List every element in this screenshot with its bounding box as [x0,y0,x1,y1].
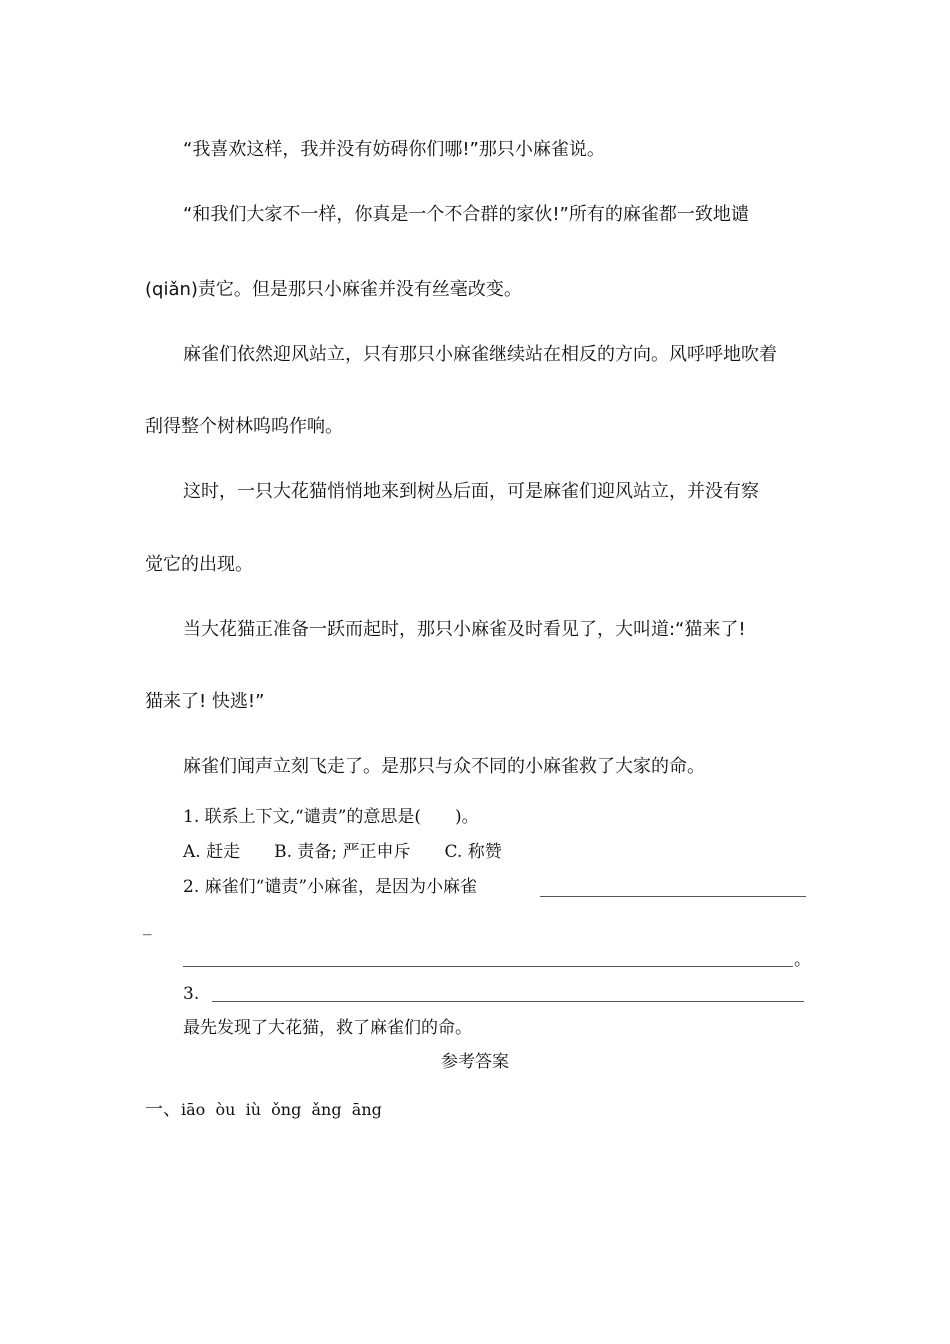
answer-1-content: iāo òu iù ǒng ǎng āng [181,1100,382,1119]
story-paragraph-6: 麻雀们闻声立刻飞走了。是那只与众不同的小麻雀救了大家的命。 [183,756,705,777]
answer-1-label: 一、 [145,1099,181,1120]
question-2-answer-line-1[interactable] [540,896,806,897]
story-paragraph-3-line-2: 刮得整个树林呜呜作响。 [145,416,343,437]
story-paragraph-3-line-1: 麻雀们依然迎风站立，只有那只小麻雀继续站在相反的方向。风呼呼地吹着 [183,344,777,365]
story-paragraph-1: “我喜欢这样，我并没有妨碍你们哪!”那只小麻雀说。 [183,139,605,160]
story-paragraph-2-line-2: (qiǎn)责它。但是那只小麻雀并没有丝毫改变。 [145,279,522,300]
question-3-tail: 最先发现了大花猫，救了麻雀们的命。 [183,1018,472,1038]
question-3-answer-line[interactable] [212,1001,804,1002]
question-2-answer-line-2[interactable] [183,966,793,967]
story-paragraph-2-line-1: “和我们大家不一样，你真是一个不合群的家伙!”所有的麻雀都一致地谴 [183,204,749,225]
story-paragraph-4-line-2: 觉它的出现。 [145,554,253,575]
answer-1 [145,1098,382,1122]
question-3-number: 3. [183,984,200,1004]
story-paragraph-4-line-1: 这时，一只大花猫悄悄地来到树丛后面，可是麻雀们迎风站立，并没有察 [183,481,759,502]
question-1: 1. 联系上下文,“谴责”的意思是( )。 [183,807,479,827]
story-paragraph-5-line-1: 当大花猫正准备一跃而起时，那只小麻雀及时看见了，大叫道:“猫来了! [183,619,746,640]
story-paragraph-5-line-2: 猫来了! 快逃!” [145,691,265,712]
question-1-options: A. 赶走 B. 责备; 严正申斥 C. 称赞 [183,842,502,862]
answers-title: 参考答案 [441,1052,509,1072]
question-2-period: 。 [794,950,811,970]
question-2-wrap-dash: _ [143,916,152,936]
question-2: 2. 麻雀们“谴责”小麻雀，是因为小麻雀 [183,877,478,897]
